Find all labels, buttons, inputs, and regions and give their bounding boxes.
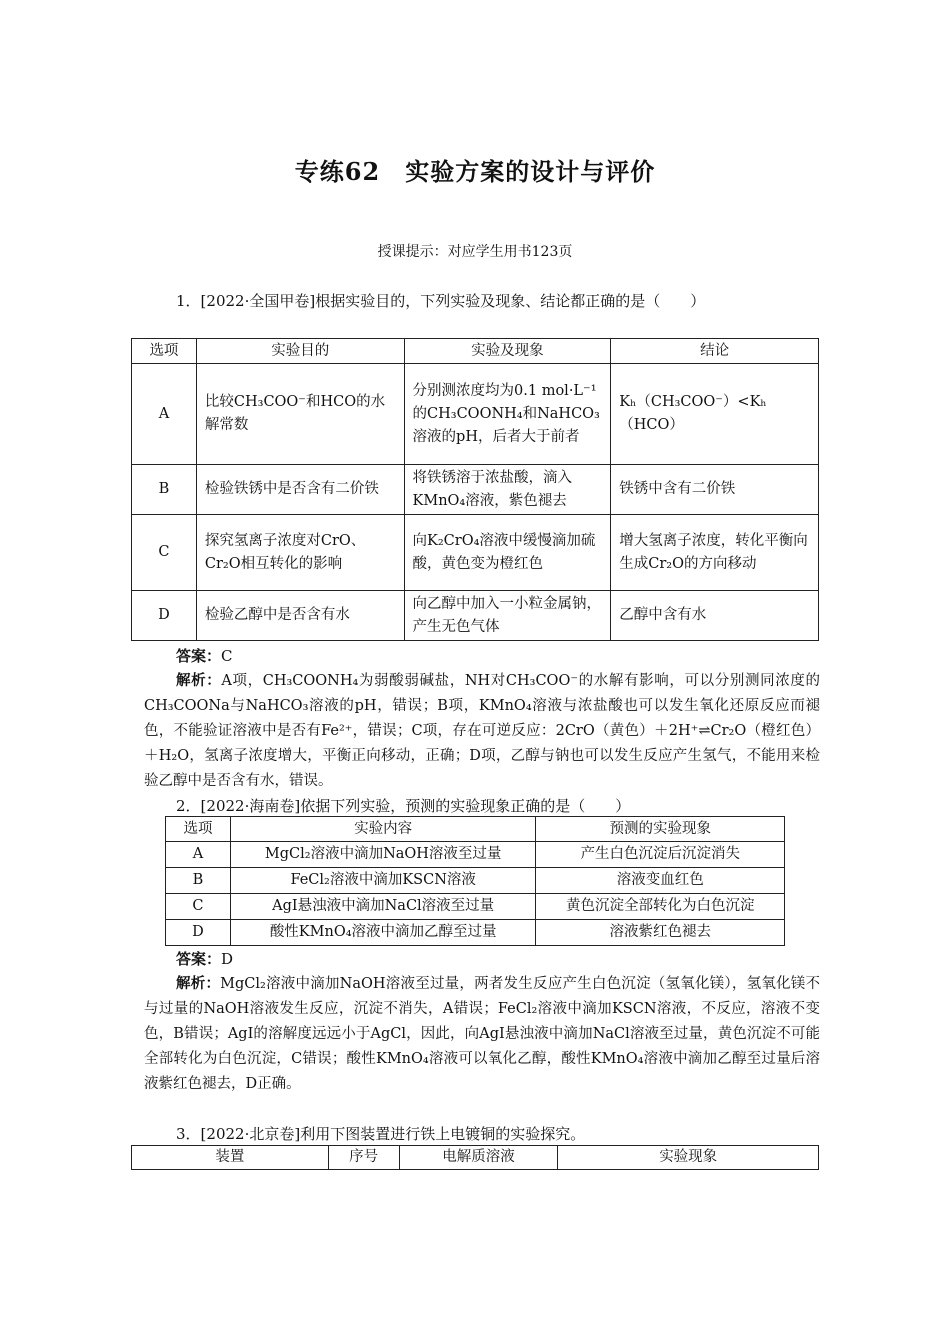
row-experiment: 向K₂CrO₄溶液中缓慢滴加硫酸，黄色变为橙红色: [404, 515, 611, 591]
row-conclusion: 乙醇中含有水: [611, 591, 819, 641]
teaching-hint: 授课提示：对应学生用书123页: [377, 244, 573, 260]
analysis-text: MgCl₂溶液中滴加NaOH溶液至过量，两者发生反应产生白色沉淀（氢氧化镁），氢氧化镁不与过量的NaOH溶液发生反应，沉淀不消失，A错误；FeCl₂溶液中滴加KSCN溶液，不反应，溶液不变色，B错误；AgI的溶解度远远小于AgCl，因此，向AgI悬浊液中滴加NaCl溶液至过量，黄色沉淀不可能全部转化为白色沉淀，C错误；酸性KMnO₄溶液可以氧化乙醇，酸性KMnO₄溶液中滴加乙醇至过量后溶液紫红色褪去，D正确。: [144, 976, 820, 1092]
answer-label: 答案：: [176, 950, 222, 968]
row-content: 酸性KMnO₄溶液中滴加乙醇至过量: [230, 920, 536, 946]
table-row: [166, 842, 785, 868]
row-option: A: [166, 842, 231, 868]
row-conclusion: 铁锈中含有二价铁: [611, 465, 819, 515]
row-option: C: [132, 515, 197, 591]
table-row: [166, 894, 785, 920]
header-purpose: 实验目的: [196, 339, 404, 364]
row-content: MgCl₂溶液中滴加NaOH溶液至过量: [230, 842, 536, 868]
header-result: 预测的实验现象: [536, 817, 785, 842]
question-1-stem: 1．[2022·全国甲卷]根据实验目的，下列实验及现象、结论都正确的是（ ）: [176, 292, 706, 310]
page-title: 专练62 实验方案的设计与评价: [294, 157, 656, 186]
row-result: 产生白色沉淀后沉淀消失: [536, 842, 785, 868]
row-option: B: [166, 868, 231, 894]
question-3-table: [131, 1145, 819, 1170]
question-2-answer: [176, 948, 233, 969]
table-row: [132, 515, 819, 591]
header-apparatus: 装置: [132, 1146, 329, 1170]
row-purpose: 探究氢离子浓度对CrO、Cr₂O相互转化的影响: [196, 515, 404, 591]
row-purpose: 比较CH₃COO⁻和HCO的水解常数: [196, 364, 404, 465]
row-result: 溶液变血红色: [536, 868, 785, 894]
row-option: D: [166, 920, 231, 946]
row-purpose: 检验铁锈中是否含有二价铁: [196, 465, 404, 515]
row-option: C: [166, 894, 231, 920]
row-option: B: [132, 465, 197, 515]
table-row: [166, 868, 785, 894]
table-header-row: [166, 817, 785, 842]
header-experiment: 实验及现象: [404, 339, 611, 364]
row-result: 溶液紫红色褪去: [536, 920, 785, 946]
header-number: 序号: [328, 1146, 399, 1170]
row-experiment: 将铁锈溶于浓盐酸，滴入KMnO₄溶液，紫色褪去: [404, 465, 611, 515]
question-1-table: [131, 338, 819, 641]
table-header-row: [132, 339, 819, 364]
analysis-label: 解析：: [176, 672, 222, 689]
question-1-answer: [176, 645, 233, 666]
table-row: [132, 364, 819, 465]
row-content: AgI悬浊液中滴加NaCl溶液至过量: [230, 894, 536, 920]
question-3-stem: 3．[2022·北京卷]利用下图装置进行铁上电镀铜的实验探究。: [176, 1125, 586, 1143]
table-row: [166, 920, 785, 946]
question-2-analysis: [144, 971, 820, 1097]
header-conclusion: 结论: [611, 339, 819, 364]
table-row: [132, 465, 819, 515]
row-conclusion: Kₕ（CH₃COO⁻）<Kₕ（HCO）: [611, 364, 819, 465]
row-conclusion: 增大氢离子浓度，转化平衡向生成Cr₂O的方向移动: [611, 515, 819, 591]
header-content: 实验内容: [230, 817, 536, 842]
question-2-table: [165, 816, 785, 946]
row-experiment: 分别测浓度均为0.1 mol·L⁻¹的CH₃COONH₄和NaHCO₃溶液的pH，后者大于前者: [404, 364, 611, 465]
analysis-label: 解析：: [176, 975, 221, 992]
question-1-analysis: [144, 668, 820, 794]
row-content: FeCl₂溶液中滴加KSCN溶液: [230, 868, 536, 894]
row-option: D: [132, 591, 197, 641]
answer-value: D: [221, 950, 234, 968]
answer-value: C: [221, 647, 233, 665]
row-option: A: [132, 364, 197, 465]
question-2-stem: 2．[2022·海南卷]依据下列实验，预测的实验现象正确的是（ ）: [176, 797, 631, 815]
row-purpose: 检验乙醇中是否含有水: [196, 591, 404, 641]
row-result: 黄色沉淀全部转化为白色沉淀: [536, 894, 785, 920]
header-option: 选项: [166, 817, 231, 842]
answer-label: 答案：: [176, 647, 222, 665]
header-option: 选项: [132, 339, 197, 364]
header-electrolyte: 电解质溶液: [399, 1146, 558, 1170]
analysis-text: A项，CH₃COONH₄为弱酸弱碱盐，NH对CH₃COO⁻的水解有影响，可以分别测同浓度的CH₃COONa与NaHCO₃溶液的pH，错误；B项，KMnO₄溶液与浓盐酸也可以发生氧化还原反应而褪色，不能验证溶液中是否有Fe²⁺，错误；C项，存在可逆反应：2CrO（黄色）＋2H⁺⇌Cr₂O（橙红色）＋H₂O，氢离子浓度增大，平衡正向移动，正确；D项，乙醇与钠也可以发生反应产生氢气，不能用来检验乙醇中是否含有水，错误。: [144, 673, 821, 789]
table-header-row: [132, 1146, 819, 1170]
row-experiment: 向乙醇中加入一小粒金属钠，产生无色气体: [404, 591, 611, 641]
table-row: [132, 591, 819, 641]
header-phenomenon: 实验现象: [558, 1146, 819, 1170]
